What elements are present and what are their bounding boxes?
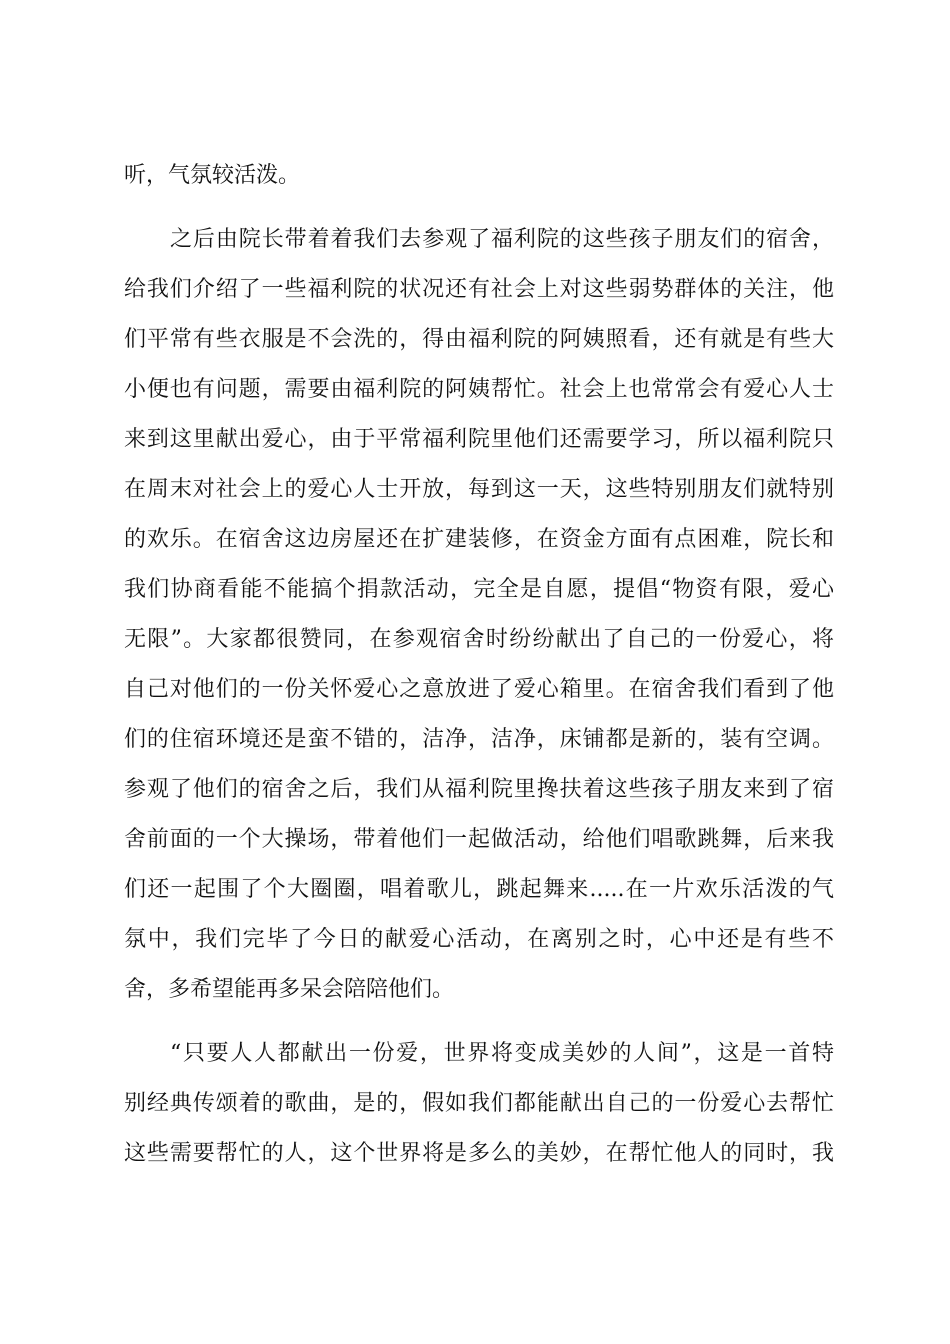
paragraph-line: 无限”。大家都很赞同，在参观宿舍时纷纷献出了自己的一份爱心，将 <box>124 627 834 652</box>
paragraph-line: 参观了他们的宿舍之后，我们从福利院里搀扶着这些孩子朋友来到了宿 <box>124 777 834 802</box>
paragraph-line: 氛中，我们完毕了今日的献爱心活动，在离别之时，心中还是有些不 <box>124 927 834 952</box>
paragraph-line: 们还一起围了个大圈圈，唱着歌儿，跳起舞来.....在一片欢乐活泼的气 <box>124 877 834 902</box>
paragraph-line: 小便也有问题，需要由福利院的阿姨帮忙。社会上也常常会有爱心人士 <box>124 377 834 402</box>
paragraph-line: 来到这里献出爱心，由于平常福利院里他们还需要学习，所以福利院只 <box>124 427 834 452</box>
paragraph-line: 别经典传颂着的歌曲，是的，假如我们都能献出自己的一份爱心去帮忙 <box>124 1091 834 1116</box>
paragraph-line: 之后由院长带着着我们去参观了福利院的这些孩子朋友们的宿舍， <box>170 227 834 252</box>
paragraph-line: 听，气氛较活泼。 <box>124 163 301 188</box>
paragraph-line: 我们协商看能不能搞个捐款活动，完全是自愿，提倡“物资有限，爱心 <box>124 577 834 602</box>
paragraph-line: 们的住宿环境还是蛮不错的，洁净，洁净，床铺都是新的，装有空调。 <box>124 727 834 752</box>
paragraph-line: 自己对他们的一份关怀爱心之意放进了爱心箱里。在宿舍我们看到了他 <box>124 677 834 702</box>
paragraph-line: 舍前面的一个大操场，带着他们一起做活动，给他们唱歌跳舞，后来我 <box>124 827 834 852</box>
paragraph-line: 在周末对社会上的爱心人士开放，每到这一天，这些特别朋友们就特别 <box>124 477 834 502</box>
paragraph-1 <box>124 151 834 201</box>
paragraph-line: 给我们介绍了一些福利院的状况还有社会上对这些弱势群体的关注，他 <box>124 277 834 302</box>
paragraph-3 <box>124 1029 834 1179</box>
paragraph-line: 们平常有些衣服是不会洗的，得由福利院的阿姨照看，还有就是有些大 <box>124 327 834 352</box>
paragraph-line: 舍，多希望能再多呆会陪陪他们。 <box>124 977 455 1002</box>
paragraph-line: 这些需要帮忙的人，这个世界将是多么的美妙，在帮忙他人的同时，我 <box>124 1141 834 1166</box>
paragraph-line: “只要人人都献出一份爱，世界将变成美妙的人间”，这是一首特 <box>170 1041 834 1066</box>
paragraph-line: 的欢乐。在宿舍这边房屋还在扩建装修，在资金方面有点困难，院长和 <box>124 527 834 552</box>
document-body <box>124 151 834 1179</box>
paragraph-2 <box>124 215 834 1015</box>
